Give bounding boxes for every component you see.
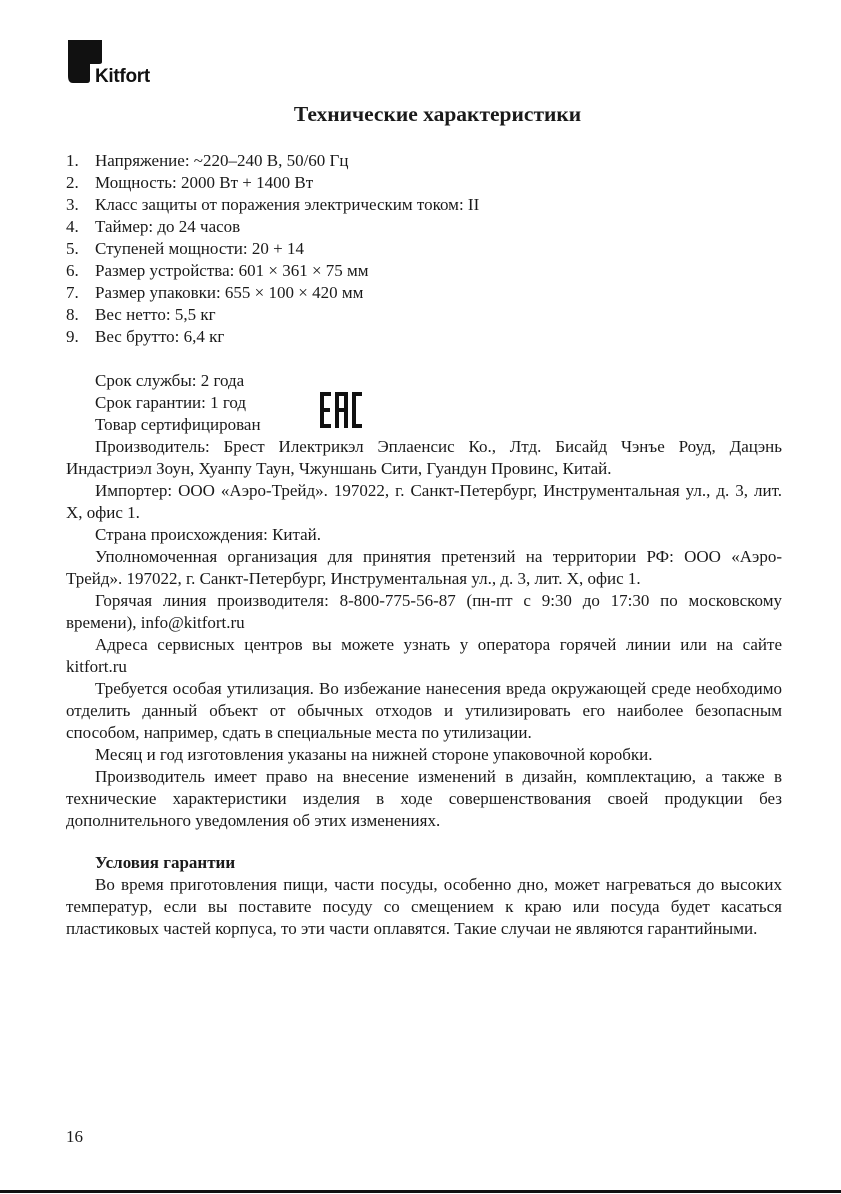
eac-mark-icon [320, 392, 362, 428]
spec-item: 2. Мощность: 2000 Вт + 1400 Вт [66, 173, 314, 192]
spec-item: 8. Вес нетто: 5,5 кг [66, 305, 216, 324]
certified-note: Товар сертифицирован [95, 415, 261, 434]
warranty-paragraph: Во время приготовления пищи, части посуды, особенно дно, может нагреваться до высоких температур, если вы поставите посуду со смещением к краю или посуда будет касаться пластиковых частей корпуса, то эти части оплавятся. Такие случаи не являются гарантийными. [66, 875, 782, 938]
logo-brand-text: Kitfort [95, 66, 150, 87]
warranty-section [66, 874, 782, 940]
info-paragraphs [66, 436, 782, 832]
service-centers-paragraph: Адреса сервисных центров вы можете узнать у оператора горячей линии или на сайте kitfort.ru [66, 635, 782, 676]
spec-item: 7. Размер упаковки: 655 × 100 × 420 мм [66, 283, 364, 302]
manufacturer-paragraph: Производитель: Брест Илектрикэл Эплаенсис Ко., Лтд. Бисайд Чэнъе Роуд, Дацэнь Индастриэл Зоун, Хуанпу Таун, Чжуншань Сити, Гуандун Провинс, Китай. [66, 437, 782, 478]
spec-item: 1. Напряжение: ~220–240 В, 50/60 Гц [66, 151, 349, 170]
spec-item: 9. Вес брутто: 6,4 кг [66, 327, 225, 346]
changes-paragraph: Производитель имеет право на внесение изменений в дизайн, комплектацию, а также в технические характеристики изделия в ходе совершенствования своей продукции без дополнительного уведомления об этих изменениях. [66, 767, 782, 830]
page-number: 16 [66, 1127, 83, 1146]
page-title: Технические характеристики [293, 102, 582, 126]
specs-list [66, 150, 479, 348]
spec-item: 3. Класс защиты от поражения электрическим током: II [66, 195, 480, 214]
disposal-paragraph: Требуется особая утилизация. Во избежание нанесения вреда окружающей среде необходимо отделить данный объект от обычных отходов и утилизировать его наиболее безопасным способом, например, сдать в специальные места по утилизации. [66, 679, 782, 742]
eac-mark [320, 392, 362, 433]
spec-item: 4. Таймер: до 24 часов [66, 217, 241, 236]
manufacture-date-paragraph: Месяц и год изготовления указаны на нижней стороне упаковочной коробки. [95, 745, 653, 764]
warranty-term: Срок гарантии: 1 год [95, 393, 247, 412]
service-life: Срок службы: 2 года [95, 371, 245, 390]
kitfort-logo [68, 40, 168, 90]
importer-paragraph: Импортер: ООО «Аэро-Трейд». 197022, г. Санкт-Петербург, Инструментальная ул., д. 3, лит. Х, офис 1. [66, 481, 782, 522]
authorized-org-paragraph: Уполномоченная организация для принятия претензий на территории РФ: ООО «Аэро-Трейд». 197022, г. Санкт-Петербург, Инструментальная ул., д. 3, лит. Х, офис 1. [66, 547, 782, 588]
hotline-paragraph: Горячая линия производителя: 8-800-775-56-87 (пн-пт с 9:30 до 17:30 по московскому времени), info@kitfort.ru [66, 591, 782, 632]
origin-paragraph: Страна происхождения: Китай. [95, 525, 322, 544]
spec-item: 5. Ступеней мощности: 20 + 14 [66, 239, 304, 258]
bottom-divider [0, 1190, 841, 1193]
warranty-heading: Условия гарантии [95, 853, 236, 872]
spec-item: 6. Размер устройства: 601 × 361 × 75 мм [66, 261, 369, 280]
